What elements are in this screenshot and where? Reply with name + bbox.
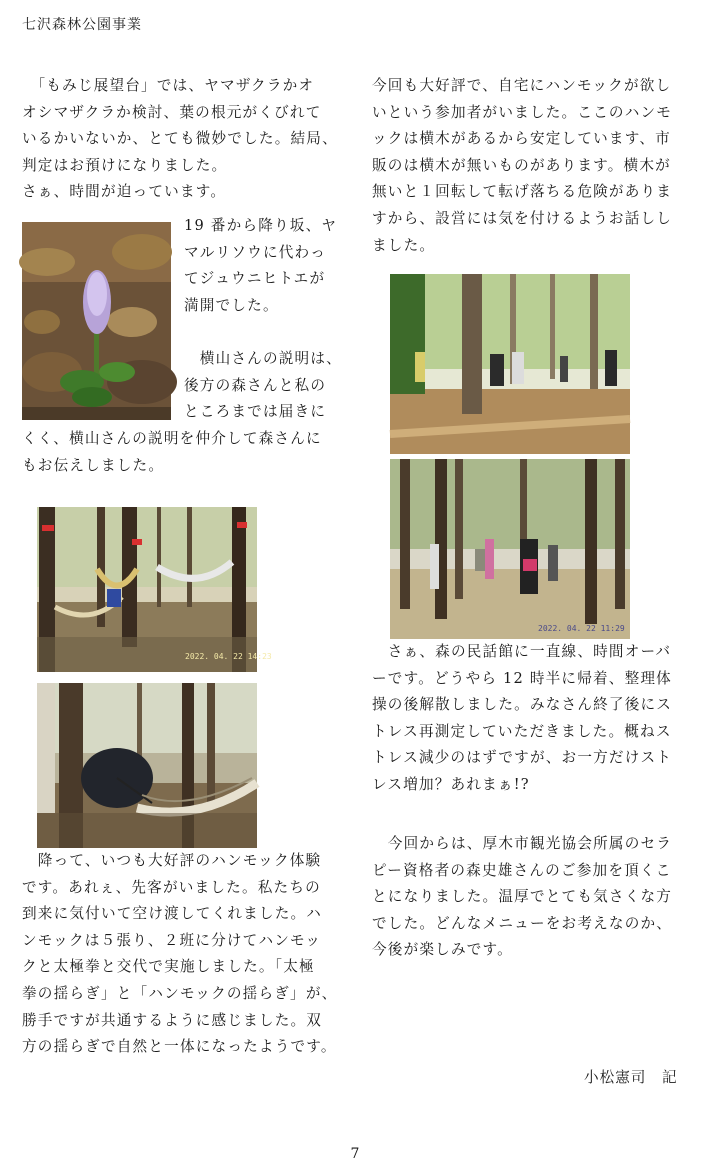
text-line: もお伝えしました。 [22, 456, 165, 474]
text-line: クと太極拳と交代で実施しました。「太極 [22, 958, 315, 976]
author-signature: 小松憲司 記 [584, 1069, 678, 1086]
text-line: 拳の揺らぎ」と「ハンモックの揺らぎ」が、 [22, 984, 338, 1002]
text-line: ーです。どうやら 12 時半に帰着、整理体 [372, 669, 672, 687]
text-line: 19 番から降り坂、ヤ [184, 217, 338, 234]
photo-date-stamp: 2022. 04. 22 14:23 [185, 652, 272, 661]
text-line: ンモックは５張り、２班に分けてハンモッ [22, 931, 322, 949]
text-line: マルリソウに代わっ [184, 243, 326, 261]
text-line: 販のは横木が無いものがあります。横木が [372, 156, 671, 174]
text-line: 横山さんの説明は、 [184, 349, 342, 367]
hammock-paragraph [22, 848, 337, 1061]
text-line: 判定はお預けになりました。 [22, 156, 228, 174]
text-line: 勝手ですが共通するように感じました。双 [22, 1011, 323, 1029]
text-line: オシマザクラか検討、葉の根元がくびれて [22, 103, 322, 121]
full-paragraph [22, 426, 322, 479]
text-line: 方の揺らぎで自然と一体になったようです。 [22, 1038, 337, 1056]
text-line: ところまでは届きに [184, 403, 327, 421]
text-line: トレス再測定していただきました。概ねス [372, 722, 672, 740]
text-line: 後方の森さんと私の [184, 376, 327, 394]
text-line: ました。 [372, 236, 436, 254]
closing-paragraph [372, 831, 672, 964]
text-line: 降って、いつも大好評のハンモック体験 [22, 852, 322, 869]
text-line: 無いと１回転して転げ落ちる危険がありま [372, 183, 673, 201]
text-line: 今回も大好評で、自宅にハンモックが欲し [372, 77, 672, 94]
page-number: 7 [350, 1146, 360, 1162]
hammock-photo-1 [37, 507, 272, 672]
photo-date-stamp: 2022. 04. 22 11:29 [538, 624, 625, 633]
text-line: ピー資格者の森史雄さんのご参加を頂くこ [372, 861, 672, 879]
flower-photo [22, 222, 171, 420]
text-line: 到来に気付いて空け渡してくれました。ハ [22, 905, 323, 923]
text-line: 満開でした。 [184, 296, 279, 314]
text-line: ックは横木があるから安定しています、市 [372, 130, 671, 148]
text-line: 今後が楽しみです。 [372, 941, 513, 959]
hammock-photo-2 [37, 683, 257, 848]
text-line [184, 319, 342, 346]
text-line: 今回からは、厚木市観光協会所属のセラ [372, 835, 673, 852]
text-line: レス増加？あれまぁ!? [372, 775, 530, 793]
intro-paragraph [22, 73, 338, 206]
document-header: 七沢森林公園事業 [22, 17, 142, 33]
hammock-safety-paragraph [372, 73, 672, 259]
text-line: すから、設営には気を付けるようお話しし [372, 209, 673, 227]
text-line: とになりました。温厚でとても気さくな方 [372, 888, 673, 906]
text-line: 「もみじ展望台」では、ヤマザクラかオ [22, 77, 315, 94]
wrap-paragraph [184, 213, 342, 426]
text-line: トレス減少のはずですが、お一方だけスト [372, 749, 673, 767]
text-line: てジュウニヒトエが [184, 270, 326, 288]
ending-paragraph [372, 639, 672, 799]
taichi-photo-1 [390, 274, 630, 454]
text-line: でした。どんなメニューをお考えなのか、 [372, 914, 673, 932]
text-line: くく、横山さんの説明を仲介して森さんに [22, 430, 322, 447]
text-line: いという参加者がいました。ここのハンモ [372, 103, 673, 121]
text-line: さぁ、森の民話館に一直線、時間オーバ [372, 643, 672, 660]
taichi-photo-2 [390, 459, 630, 639]
text-line: さぁ、時間が迫っています。 [22, 183, 227, 201]
text-line: です。あれぇ、先客がいました。私たちの [22, 878, 321, 896]
text-line: 操の後解散しました。みなさん終了後にス [372, 696, 673, 714]
text-line: いるかいないか、とても微妙でした。結局、 [22, 130, 338, 148]
